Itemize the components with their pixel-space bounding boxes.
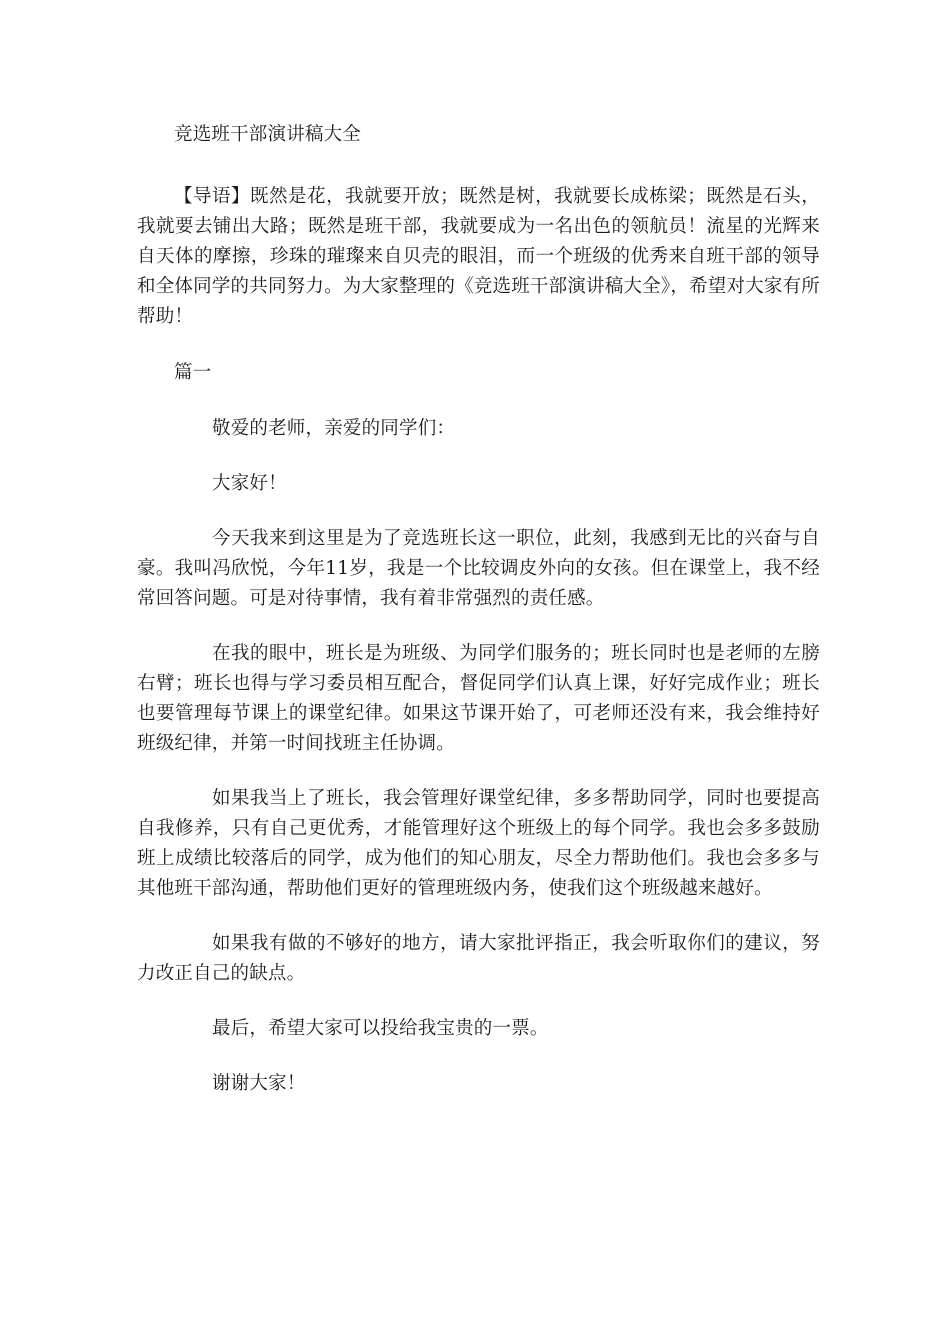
thanks-line: 谢谢大家！: [212, 1073, 306, 1094]
greeting: 大家好！: [212, 473, 287, 494]
body-paragraph: 如果我有做的不够好的地方，请大家批评指正，我会听取你们的建议，努力改正自己的缺点。: [137, 933, 820, 984]
document-page: [137, 120, 820, 1124]
salutation: 敬爱的老师，亲爱的同学们：: [212, 418, 456, 439]
document-title: 竞选班干部演讲稿大全: [174, 124, 362, 145]
body-paragraph: 今天我来到这里是为了竞选班长这一职位，此刻，我感到无比的兴奋与自豪。我叫冯欣悦，今年11岁，我是一个比较调皮外向的女孩。但在课堂上，我不经常回答问题。可是对待事情，我有着非常强烈的责任感。: [137, 528, 820, 609]
body-paragraph: 如果我当上了班长，我会管理好课堂纪律，多多帮助同学，同时也要提高自我修养，只有自己更优秀，才能管理好这个班级上的每个同学。我也会多多鼓励班上成绩比较落后的同学，成为他们的知心朋友，尽全力帮助他们。我也会多多与其他班干部沟通，帮助他们更好的管理班级内务，使我们这个班级越来越好。: [137, 788, 820, 899]
section-heading: 篇一: [174, 362, 212, 383]
body-paragraph: 在我的眼中，班长是为班级、为同学们服务的；班长同时也是老师的左膀右臂；班长也得与学习委员相互配合，督促同学们认真上课，好好完成作业；班长也要管理每节课上的课堂纪律。如果这节课开始了，可老师还没有来，我会维持好班级纪律，并第一时间找班主任协调。: [137, 643, 820, 754]
intro-paragraph: 【导语】既然是花，我就要开放；既然是树，我就要长成栋梁；既然是石头，我就要去铺出大路；既然是班干部，我就要成为一名出色的领航员！流星的光辉来自天体的摩擦，珍珠的璀璨来自贝壳的眼泪，而一个班级的优秀来自班干部的领导和全体同学的共同努力。为大家整理的《竞选班干部演讲稿大全》，希望对大家有所帮助！: [137, 186, 820, 327]
closing-paragraph: 最后，希望大家可以投给我宝贵的一票。: [212, 1018, 549, 1039]
